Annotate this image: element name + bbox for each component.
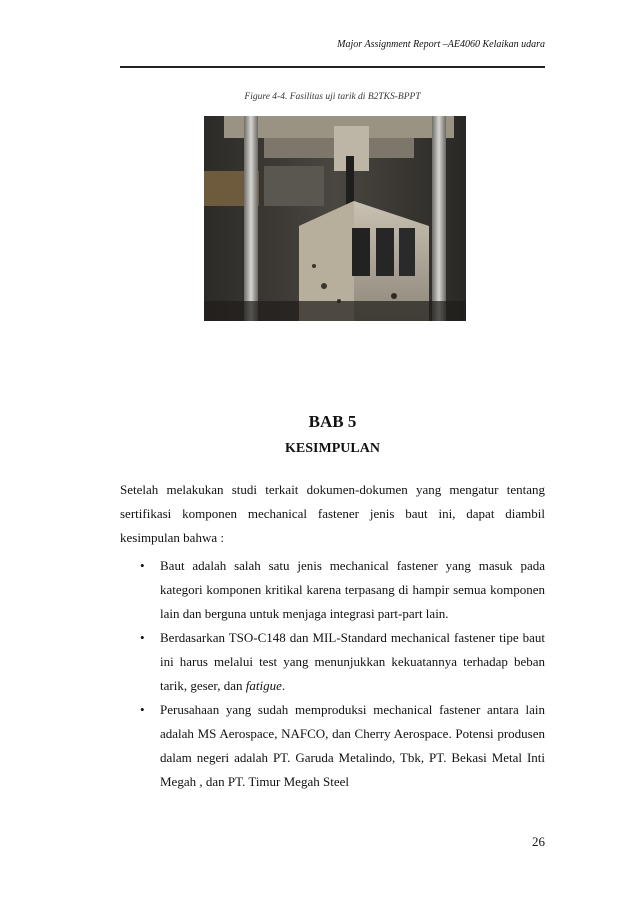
bullet-marker: •	[140, 630, 145, 645]
chapter-number: BAB 5	[308, 412, 357, 431]
conclusion-list	[120, 554, 545, 794]
intro-paragraph: Setelah melakukan studi terkait dokumen-dokumen yang mengatur tentang sertifikasi komponen mechanical fastener jenis baut ini, dapat diambil kesimpulan bahwa :	[120, 482, 545, 545]
chapter-title: KESIMPULAN	[285, 441, 380, 456]
bullet-marker: •	[140, 702, 145, 717]
list-item-emphasis: fatigue	[245, 678, 282, 693]
list-item	[120, 698, 545, 794]
list-item-text: Perusahaan yang sudah memproduksi mechanical fastener antara lain adalah MS Aerospace, NAFCO, dan Cherry Aerospace. Potensi produsen dalam negeri adalah PT. Garuda Metalindo, Tbk, PT. Bekasi Metal Inti Megah , dan PT. Timur Megah Steel	[160, 702, 545, 789]
tensile-test-photo	[204, 116, 466, 321]
list-item-text: Baut adalah salah satu jenis mechanical fastener yang masuk pada kategori komponen kritikal karena terpasang di hampir semua komponen lain dan berguna untuk menjaga integrasi part-part lain.	[160, 558, 545, 621]
list-item	[120, 626, 545, 698]
running-header: Major Assignment Report –AE4060 Kelaikan udara	[337, 39, 545, 50]
list-item-text: Berdasarkan TSO-C148 dan MIL-Standard mechanical fastener tipe baut ini harus melalui test yang menunjukkan kekuatannya terhadap beban tarik, geser, dan	[160, 630, 545, 693]
figure-caption: Figure 4-4. Fasilitas uji tarik di B2TKS-BPPT	[244, 92, 421, 102]
tensile-test-machine-illustration	[204, 116, 466, 321]
list-item	[120, 554, 545, 626]
bullet-marker: •	[140, 558, 145, 573]
page-number: 26	[532, 834, 545, 849]
list-item-text-end: .	[281, 678, 286, 693]
header-rule	[120, 66, 545, 68]
